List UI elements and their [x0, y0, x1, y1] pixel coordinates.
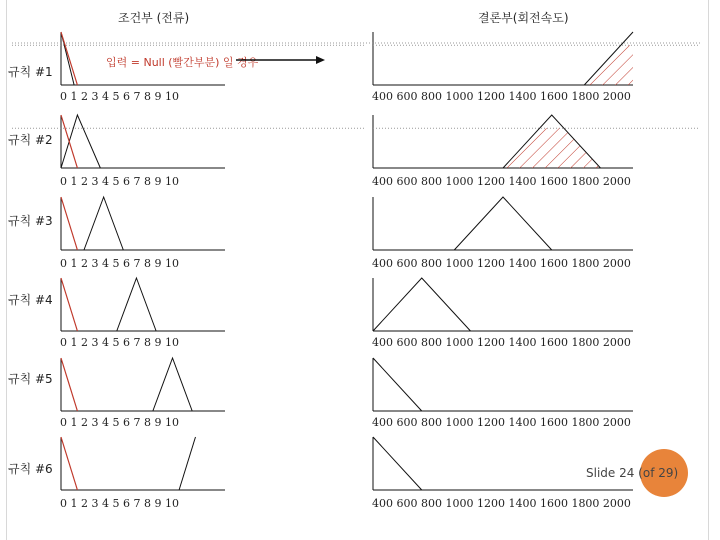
null-input-line-3	[61, 197, 77, 250]
speed-axis-ticks-4: 400 600 800 1000 1200 1400 1600 1800 2000	[372, 336, 631, 349]
current-set-5	[153, 358, 192, 411]
current-axis-ticks-2: 0 1 2 3 4 5 6 7 8 9 10	[60, 175, 179, 188]
slide-number: Slide 24 (of 29)	[586, 466, 679, 480]
null-input-note: 입력 = Null (빨간부분) 일 경우	[106, 56, 259, 69]
current-set-4	[117, 278, 156, 331]
rule-label-3: 규칙 #3	[8, 214, 53, 228]
null-input-line-5	[61, 358, 77, 411]
speed-axis-ticks-2: 400 600 800 1000 1200 1400 1600 1800 2000	[372, 175, 631, 188]
rule-label-4: 규칙 #4	[8, 293, 53, 307]
speed-axis-ticks-5: 400 600 800 1000 1200 1400 1600 1800 2000	[372, 416, 631, 429]
speed-axis-ticks-1: 400 600 800 1000 1200 1400 1600 1800 2000	[372, 90, 631, 103]
current-set-3	[84, 197, 123, 250]
current-axis-ticks-3: 0 1 2 3 4 5 6 7 8 9 10	[60, 257, 179, 270]
speed-axis-ticks-6: 400 600 800 1000 1200 1400 1600 1800 2000	[372, 497, 631, 510]
null-input-line-1	[61, 32, 77, 85]
clipped-output-area-2	[503, 128, 601, 168]
rule-label-6: 규칙 #6	[8, 462, 53, 476]
current-axis-ticks-4: 0 1 2 3 4 5 6 7 8 9 10	[60, 336, 179, 349]
speed-set-6	[373, 437, 422, 490]
conclusion-header: 결론부(회전속도)	[478, 11, 569, 25]
current-set-2	[61, 115, 100, 168]
current-axis-ticks-6: 0 1 2 3 4 5 6 7 8 9 10	[60, 497, 179, 510]
clipped-output-area-1	[584, 45, 633, 85]
current-axis-ticks-1: 0 1 2 3 4 5 6 7 8 9 10	[60, 90, 179, 103]
condition-header: 조건부 (전류)	[118, 11, 190, 25]
rule-label-1: 규칙 #1	[8, 65, 53, 79]
note-arrow-icon	[236, 55, 326, 65]
current-set-6	[179, 437, 195, 490]
rule-label-2: 규칙 #2	[8, 133, 53, 147]
speed-set-3	[454, 197, 552, 250]
speed-axis-ticks-3: 400 600 800 1000 1200 1400 1600 1800 2000	[372, 257, 631, 270]
rule-label-5: 규칙 #5	[8, 372, 53, 386]
null-input-line-6	[61, 437, 77, 490]
null-input-line-4	[61, 278, 77, 331]
current-axis-ticks-5: 0 1 2 3 4 5 6 7 8 9 10	[60, 416, 179, 429]
speed-set-4	[373, 278, 471, 331]
speed-set-5	[373, 358, 422, 411]
